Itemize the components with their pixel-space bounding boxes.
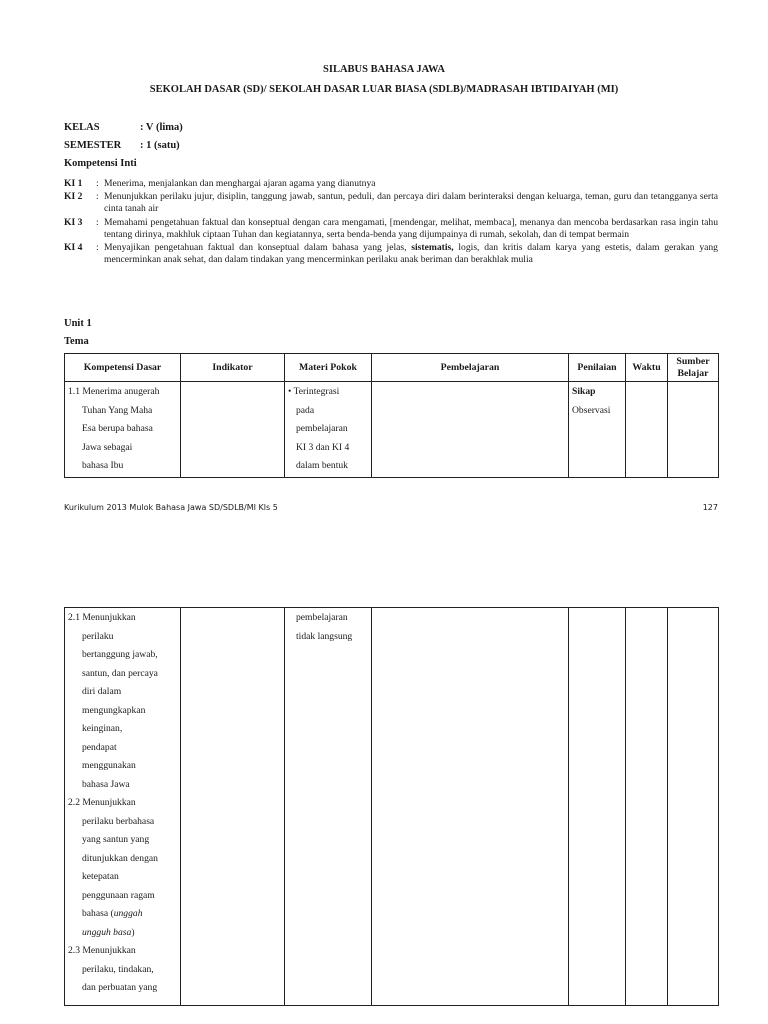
ki-item (64, 178, 718, 190)
kd-text: Tuhan Yang Maha (82, 404, 153, 416)
materi-cell (285, 382, 372, 478)
tema-label: Tema (64, 336, 89, 347)
kd-text: penggunaan ragam (82, 889, 155, 901)
kd-text-italic-line (68, 905, 177, 924)
penilaian-sikap: Sikap (572, 386, 596, 397)
ki-text: Menerima, menjalankan dan menghargai ajaran agama yang dianutnya (104, 178, 376, 189)
document-title: SILABUS BAHASA JAWA (323, 64, 445, 75)
kd-text: yang santun yang (82, 834, 150, 845)
kd-text: dan perbuatan yang (82, 982, 158, 993)
kd-text: pendapat (82, 741, 117, 753)
ki-code: KI 3 (64, 216, 83, 228)
kd-text: 2.1 Menunjukkan (68, 612, 136, 623)
semester-label: SEMESTER (64, 140, 122, 151)
ki-text: Memahami pengetahuan faktual dan konseptual dengan cara mengamati, [mendengar, melihat, membaca], menanya dan mencoba berdasarkan rasa ingin tahu tentang dirinya, makhluk ciptaan Tuhan dan kegiatannya, serta benda-benda yang dijumpainya di rumah, sekolah, dan di tempat bermain (104, 216, 718, 240)
table-header-row (65, 354, 719, 382)
ki-text: Menunjukkan perilaku jujur, disiplin, tanggung jawab, santun, peduli, dan percaya diri dalam berinteraksi dengan keluarga, teman, guru dan tetangganya serta cinta tanah air (104, 191, 718, 215)
kompetensi-inti-heading: Kompetensi Inti (64, 158, 137, 169)
document-page-2 (0, 530, 768, 1024)
kd-text: 2.3 Menunjukkan (68, 945, 136, 956)
kd-text: bertanggung jawab, (82, 649, 158, 660)
table-row (65, 608, 719, 1006)
ki-text (104, 242, 718, 266)
kd-text: ) (131, 926, 135, 938)
kd-text: Esa berupa bahasa (82, 423, 153, 434)
ki-text-part: Menyajikan pengetahuan faktual dan konseptual dalam bahasa yang jelas, (104, 242, 412, 254)
materi-cell (285, 608, 372, 1006)
ki-item (64, 191, 718, 215)
kd-text: bahasa Jawa (82, 778, 130, 790)
kelas-value: : V (lima) (140, 122, 183, 133)
ki-colon: : (96, 242, 99, 254)
sumber-cell (668, 608, 719, 1006)
table-row (65, 382, 719, 478)
page-number: 127 (702, 503, 718, 512)
kd-text: keinginan, (82, 723, 123, 734)
kd-cell (65, 608, 181, 1006)
unit-label: Unit 1 (64, 318, 92, 329)
kd-text: menggunakan (82, 760, 136, 771)
header-waktu: Waktu (626, 354, 668, 382)
ki-colon: : (96, 191, 99, 203)
semester-line (64, 140, 180, 151)
indikator-cell (181, 382, 285, 478)
penilaian-cell (569, 382, 626, 478)
kd-text: perilaku (82, 630, 114, 642)
kd-text: Jawa sebagai (82, 441, 133, 453)
kd-text-italic: ungguh basa (82, 926, 132, 938)
ki-code: KI 2 (64, 191, 83, 203)
ki-code: KI 4 (64, 242, 83, 254)
ki-text-part: logis, dan kritis dalam karya yang estetis, dalam gerakan yang mencerminkan anak sehat, dan dalam tindakan yang mencerminkan perilaku anak beriman dan berakhlak mulia (104, 242, 718, 266)
kd-text: 2.2 Menunjukkan (68, 797, 136, 808)
kd-text: ditunjukkan dengan (82, 852, 158, 864)
ki-colon: : (96, 178, 99, 189)
semester-value: : 1 (satu) (140, 140, 180, 151)
waktu-cell (626, 608, 668, 1006)
kd-text-italic: unggah (113, 908, 143, 919)
materi-text: KI 3 dan KI 4 (296, 441, 350, 453)
kd-text: santun, dan percaya (82, 667, 158, 679)
kd-text: bahasa Ibu (82, 460, 124, 471)
kd-text: ketepatan (82, 871, 119, 882)
ki-item (64, 217, 718, 241)
header-materi-pokok: Materi Pokok (285, 354, 372, 382)
kd-text: 1.1 Menerima anugerah (68, 386, 160, 397)
syllabus-table-page-2 (64, 607, 719, 1006)
ki-item (64, 242, 718, 266)
document-subtitle: SEKOLAH DASAR (SD)/ SEKOLAH DASAR LUAR BIASA (SDLB)/MADRASAH IBTIDAIYAH (MI) (149, 84, 619, 95)
syllabus-table-page-1 (64, 353, 719, 478)
kd-text: diri dalam (82, 686, 122, 697)
kd-text: mengungkapkan (82, 704, 146, 716)
header-sumber-belajar: Sumber Belajar (668, 354, 719, 382)
materi-text: pembelajaran (296, 612, 348, 623)
header-pembelajaran: Pembelajaran (372, 354, 569, 382)
penilaian-cell (569, 608, 626, 1006)
ki-code: KI 1 (64, 178, 83, 189)
waktu-cell (626, 382, 668, 478)
kompetensi-inti-list (64, 178, 718, 267)
header-penilaian: Penilaian (569, 354, 626, 382)
pembelajaran-cell (372, 608, 569, 1006)
header-indikator: Indikator (181, 354, 285, 382)
kelas-line (64, 122, 183, 133)
kd-text: perilaku berbahasa (82, 815, 155, 827)
materi-text: • Terintegrasi (288, 383, 368, 402)
sumber-cell (668, 382, 719, 478)
materi-text: tidak langsung (296, 630, 353, 642)
ki-colon: : (96, 216, 99, 228)
materi-text: pembelajaran (296, 423, 348, 434)
kd-text-italic-line (68, 924, 177, 943)
kd-text: bahasa ( (82, 908, 114, 919)
ki-text-bold: sistematis, (411, 242, 454, 254)
materi-text: dalam bentuk (296, 460, 348, 471)
kd-cell (65, 382, 181, 478)
header-kompetensi-dasar: Kompetensi Dasar (65, 354, 181, 382)
page-footer-text: Kurikulum 2013 Mulok Bahasa Jawa SD/SDLB/MI Kls 5 (64, 503, 278, 512)
kelas-label: KELAS (64, 122, 100, 133)
pembelajaran-cell (372, 382, 569, 478)
indikator-cell (181, 608, 285, 1006)
kd-text: perilaku, tindakan, (82, 963, 154, 975)
materi-text: pada (296, 404, 315, 416)
penilaian-observasi: Observasi (572, 404, 611, 416)
